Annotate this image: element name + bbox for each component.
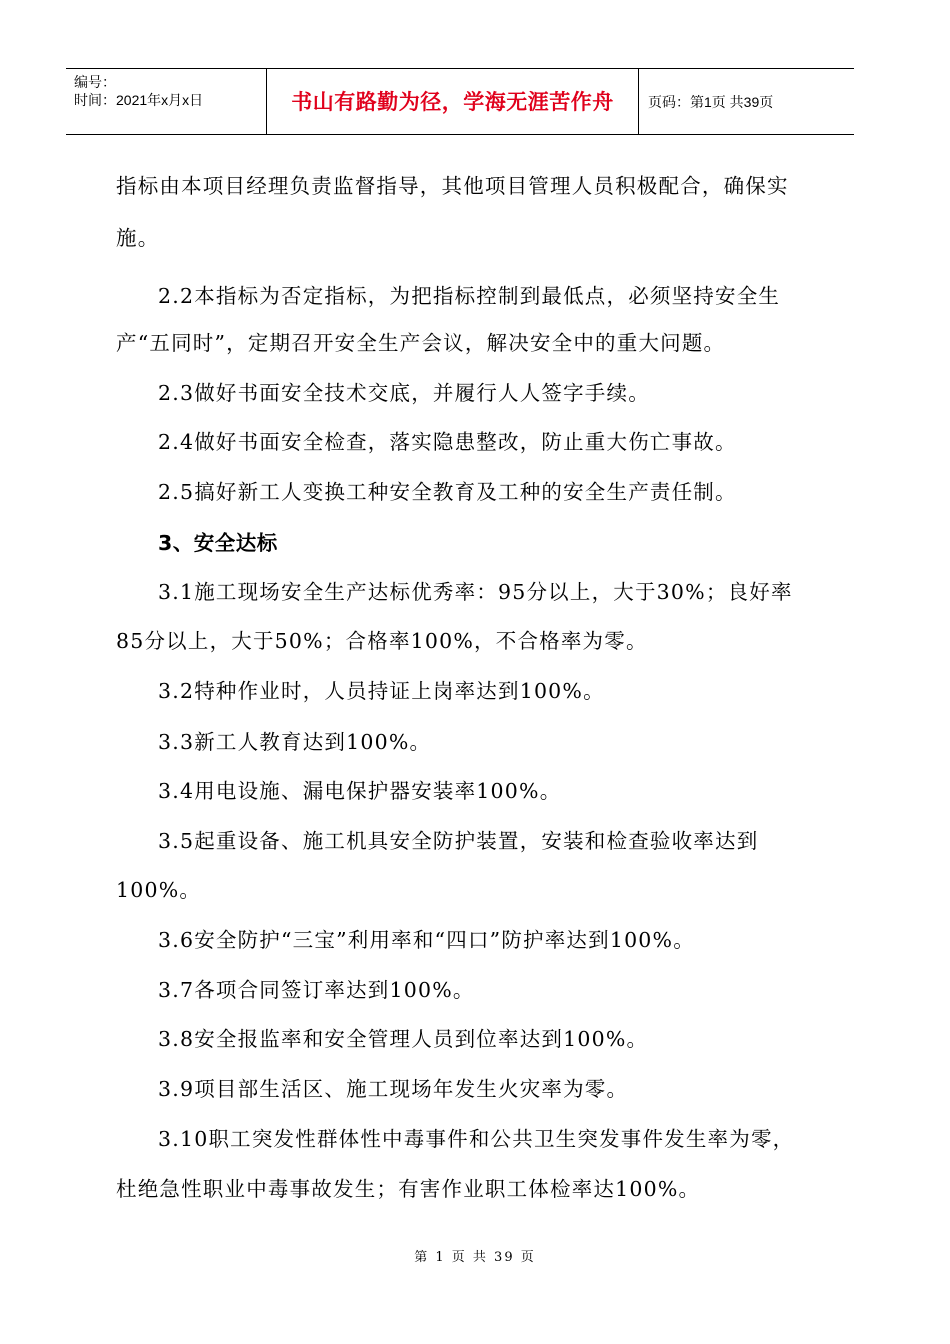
body-line: 3.10职工突发性群体性中毒事件和公共卫生突发事件发生率为零， — [158, 1127, 795, 1151]
body-line: 3.5起重设备、施工机具安全防护装置，安装和检查验收率达到 — [158, 829, 759, 853]
header-page-number: 页码：第1页 共39页 — [648, 94, 774, 110]
body-line: 3.2特种作业时，人员持证上岗率达到100%。 — [158, 679, 605, 703]
page-header — [66, 68, 854, 135]
body-line: 3.9项目部生活区、施工现场年发生火灾率为零。 — [158, 1077, 629, 1101]
body-line: 3.8安全报监率和安全管理人员到位率达到100%。 — [158, 1027, 649, 1051]
body-line: 3.1施工现场安全生产达标优秀率：95分以上，大于30%；良好率 — [158, 580, 793, 604]
body-line: 3.6安全防护“三宝”利用率和“四口”防护率达到100%。 — [158, 928, 695, 952]
section-heading: 3、安全达标 — [158, 531, 278, 555]
body-line: 85分以上，大于50%；合格率100%，不合格率为零。 — [116, 629, 648, 653]
header-meta — [66, 69, 266, 134]
body-line: 2.4做好书面安全检查，落实隐患整改，防止重大伤亡事故。 — [158, 430, 737, 454]
body-line: 2.5搞好新工人变换工种安全教育及工种的安全生产责任制。 — [158, 480, 737, 504]
body-line: 3.3新工人教育达到100%。 — [158, 730, 432, 754]
body-line: 杜绝急性职业中毒事故发生；有害作业职工体检率达100%。 — [116, 1177, 701, 1201]
document-number-label: 编号： — [74, 74, 116, 90]
body-line: 2.2本指标为否定指标，为把指标控制到最低点，必须坚持安全生 — [158, 284, 781, 308]
body-line: 3.4用电设施、漏电保护器安装率100%。 — [158, 779, 562, 803]
document-time-label: 时间：2021年x月x日 — [74, 92, 204, 108]
body-line: 产“五同时”，定期召开安全生产会议，解决安全中的重大问题。 — [116, 331, 726, 355]
body-line: 3.7各项合同签订率达到100%。 — [158, 978, 475, 1002]
body-line: 100%。 — [116, 878, 202, 902]
header-motto: 书山有路勤为径，学海无涯苦作舟 — [266, 69, 639, 134]
page-footer: 第 1 页 共 39 页 — [414, 1250, 536, 1265]
body-line: 施。 — [116, 226, 160, 250]
body-line: 指标由本项目经理负责监督指导，其他项目管理人员积极配合，确保实 — [116, 174, 789, 198]
body-line: 2.3做好书面安全技术交底，并履行人人签字手续。 — [158, 381, 650, 405]
